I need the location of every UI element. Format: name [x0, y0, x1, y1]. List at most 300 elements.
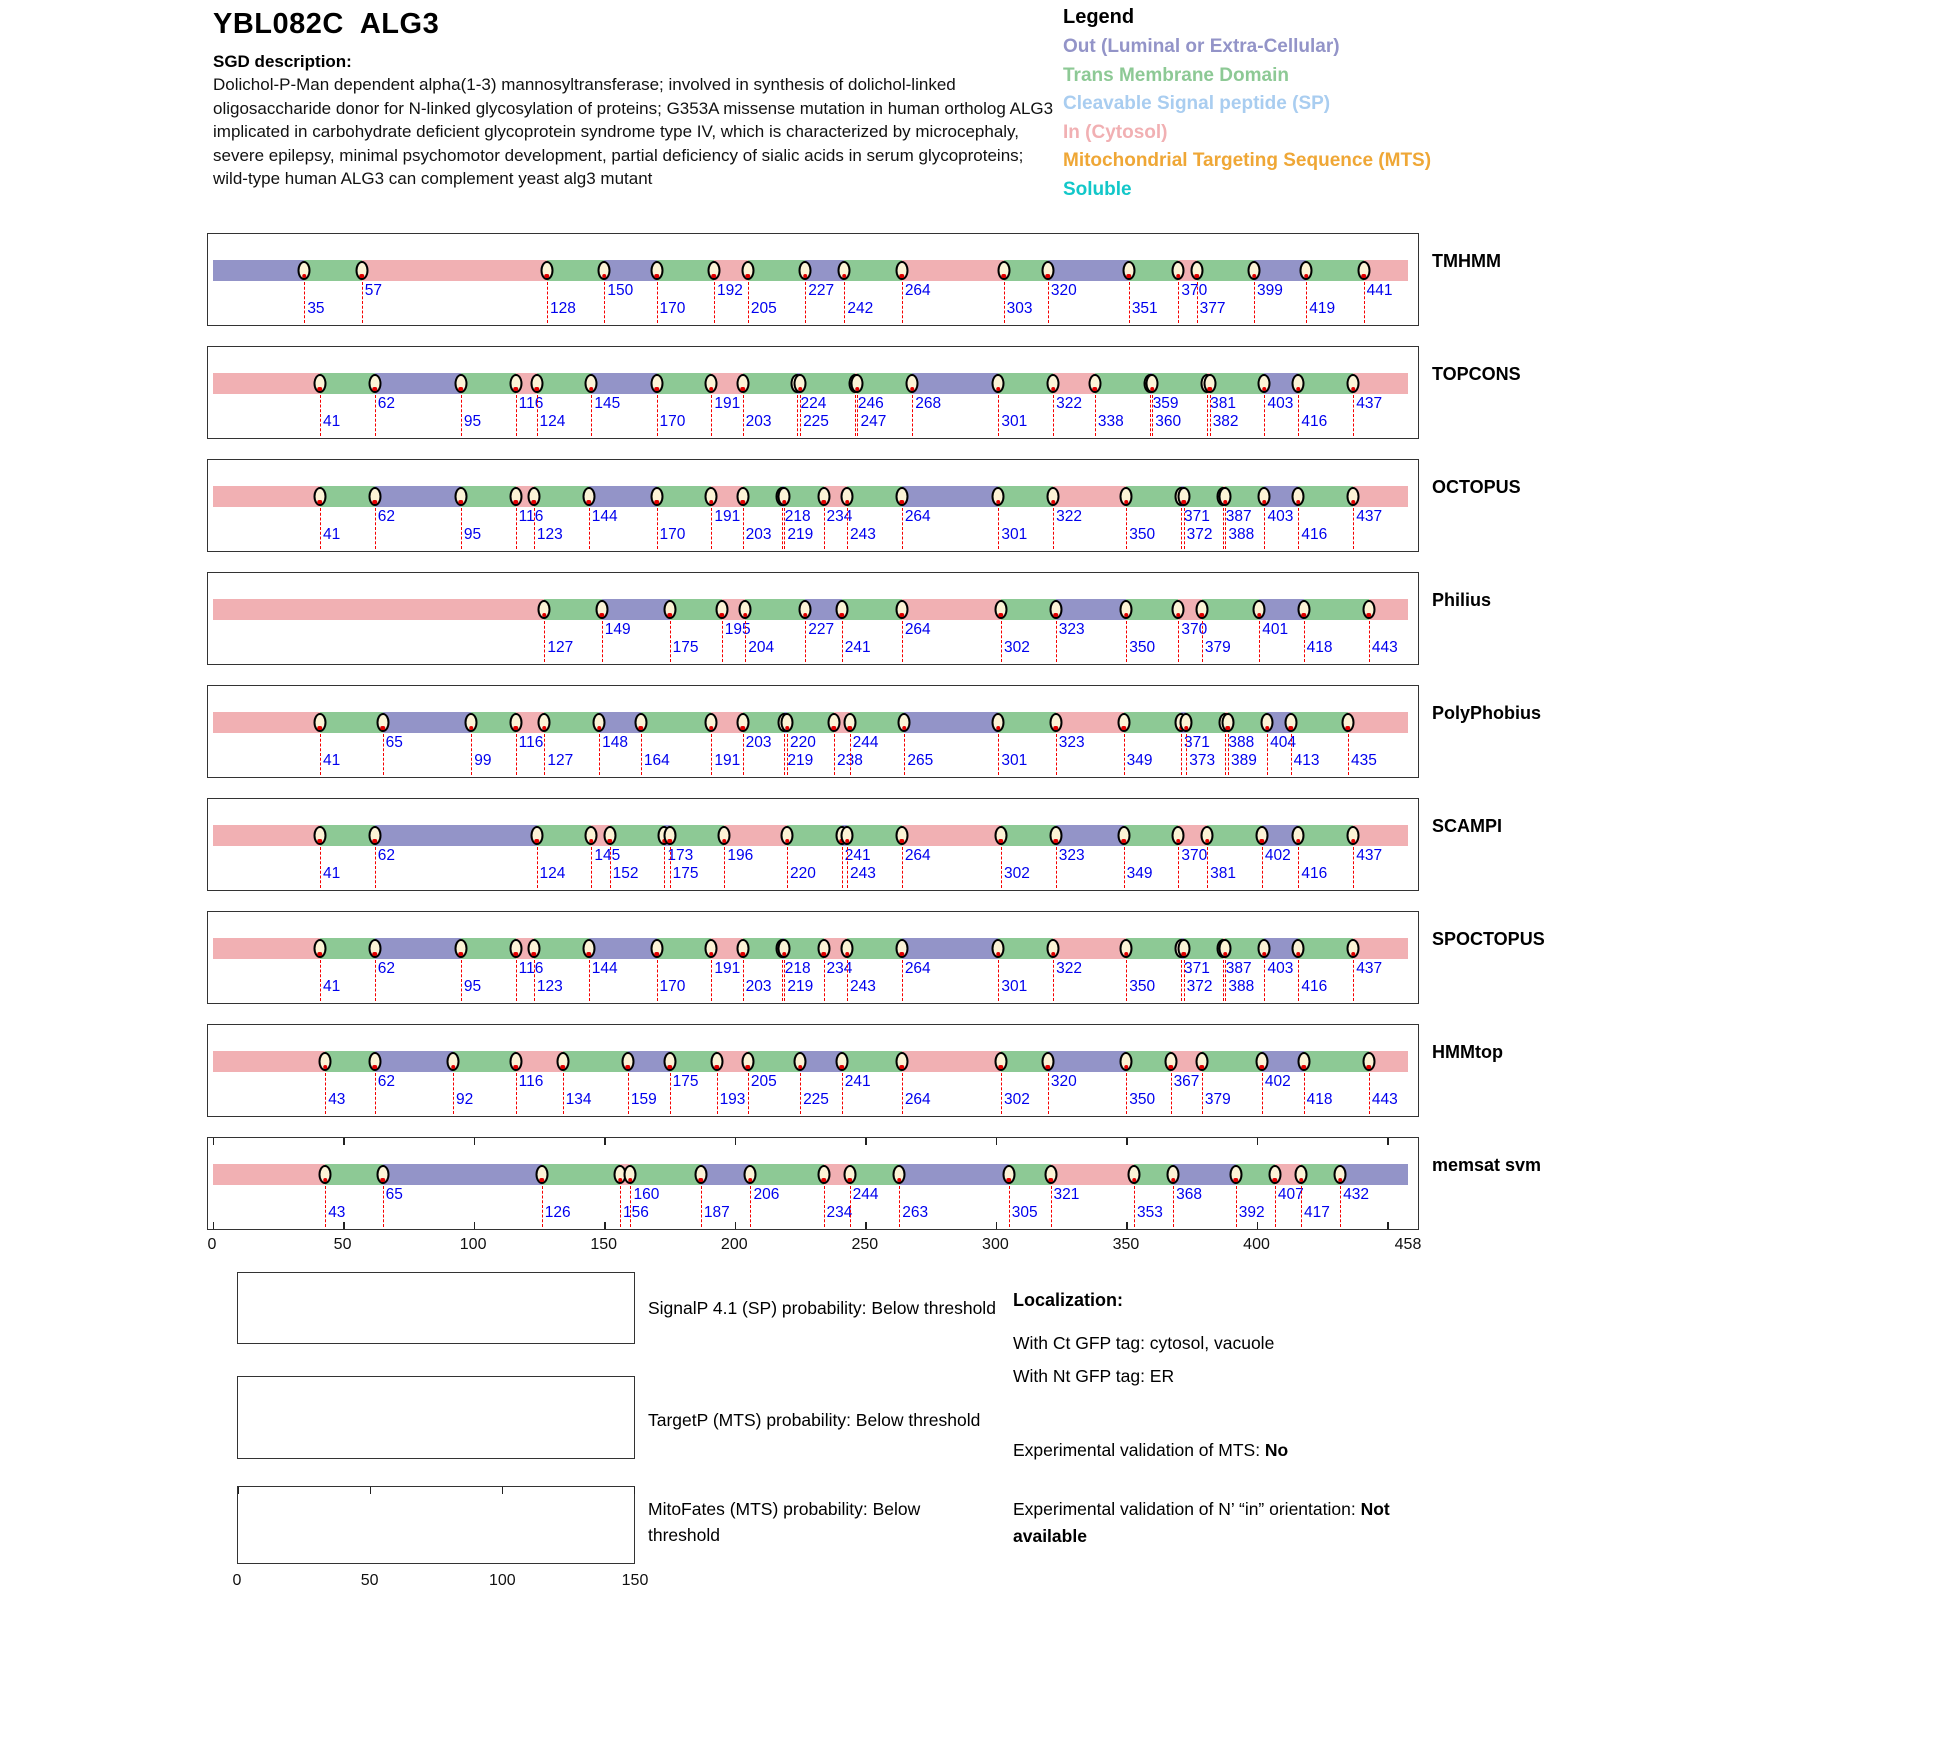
boundary-number: 156 — [623, 1204, 649, 1221]
boundary-marker-icon — [1292, 374, 1305, 393]
boundary-dash-line — [784, 734, 785, 775]
boundary-marker-icon — [634, 713, 647, 732]
region-in — [1348, 712, 1408, 733]
boundary-dash-line — [902, 960, 903, 1001]
track-plot-area — [213, 1138, 1408, 1229]
boundary-dash-line — [784, 508, 785, 549]
region-in — [902, 260, 1004, 281]
boundary-marker-icon — [582, 939, 595, 958]
region-tm — [1202, 1051, 1262, 1072]
region-tm — [1124, 825, 1179, 846]
boundary-dash-line — [899, 1186, 900, 1227]
track-box-spoctopus — [207, 911, 1419, 1004]
boundary-dash-line — [1178, 847, 1179, 888]
boundary-dash-line — [902, 508, 903, 549]
boundary-marker-icon — [454, 939, 467, 958]
region-in — [1056, 712, 1124, 733]
boundary-dash-line — [998, 395, 999, 436]
boundary-number: 443 — [1371, 639, 1398, 656]
boundary-number: 191 — [714, 960, 741, 977]
boundary-marker-icon — [582, 487, 595, 506]
track-name-polyphobius: PolyPhobius — [1432, 703, 1542, 723]
boundary-dash-line — [1369, 621, 1370, 662]
boundary-dash-line — [1134, 1186, 1135, 1227]
boundary-dash-line — [1223, 960, 1224, 1001]
region-in — [213, 712, 320, 733]
boundary-number: 399 — [1257, 282, 1283, 299]
boundary-number: 124 — [539, 413, 566, 430]
axis-tick-label: 400 — [1243, 1236, 1270, 1253]
boundary-marker-icon — [715, 600, 728, 619]
region-in — [1364, 260, 1408, 281]
boundary-number: 241 — [844, 1073, 871, 1090]
region-tm — [842, 599, 902, 620]
region-tm — [1298, 486, 1353, 507]
boundary-number: 350 — [1129, 1091, 1156, 1108]
boundary-number: 220 — [790, 865, 816, 882]
track-plot-area — [213, 460, 1408, 551]
boundary-marker-icon — [1195, 600, 1208, 619]
boundary-marker-icon — [298, 261, 311, 280]
region-in — [213, 938, 320, 959]
boundary-number: 123 — [536, 978, 563, 995]
boundary-marker-icon — [1120, 939, 1133, 958]
boundary-number: 225 — [803, 413, 829, 430]
region-tm — [998, 486, 1053, 507]
region-tm — [453, 1051, 516, 1072]
region-out — [383, 712, 472, 733]
boundary-marker-icon — [1362, 1052, 1375, 1071]
boundary-marker-icon — [595, 600, 608, 619]
boundary-dash-line — [1264, 960, 1265, 1001]
boundary-marker-icon — [509, 1052, 522, 1071]
boundary-marker-icon — [841, 939, 854, 958]
boundary-marker-icon — [992, 713, 1005, 732]
boundary-number: 418 — [1306, 639, 1333, 656]
boundary-number: 175 — [672, 1073, 699, 1090]
boundary-dash-line — [516, 395, 517, 436]
boundary-number: 175 — [672, 865, 699, 882]
boundary-dash-line — [998, 734, 999, 775]
boundary-number: 192 — [716, 282, 743, 299]
boundary-marker-icon — [736, 487, 749, 506]
region-tm — [748, 260, 805, 281]
boundary-marker-icon — [1041, 1052, 1054, 1071]
boundary-marker-icon — [1258, 939, 1271, 958]
boundary-marker-icon — [705, 939, 718, 958]
boundary-number: 379 — [1204, 1091, 1231, 1108]
boundary-marker-icon — [663, 826, 676, 845]
boundary-dash-line — [657, 282, 658, 323]
boundary-marker-icon — [1044, 1165, 1057, 1184]
boundary-number: 437 — [1356, 960, 1383, 977]
track-name-topcons: TOPCONS — [1432, 364, 1521, 384]
region-in — [902, 599, 1001, 620]
boundary-marker-icon — [585, 826, 598, 845]
boundary-dash-line — [516, 1073, 517, 1114]
boundary-dash-line — [784, 960, 785, 1001]
boundary-number: 416 — [1301, 413, 1328, 430]
boundary-marker-icon — [313, 939, 326, 958]
region-in — [1053, 486, 1126, 507]
boundary-marker-icon — [1049, 600, 1062, 619]
targetp-label: TargetP (MTS) probability: Below threshold — [648, 1410, 981, 1430]
boundary-marker-icon — [1177, 939, 1190, 958]
region-tm — [1291, 712, 1348, 733]
legend-item-cleavable: Cleavable Signal peptide (SP) — [1063, 93, 1331, 114]
boundary-number: 224 — [800, 395, 827, 412]
boundary-dash-line — [748, 1073, 749, 1114]
axis-tick — [604, 1138, 605, 1145]
n-in-orientation-value: Not available — [1013, 1499, 1390, 1546]
boundary-number: 370 — [1181, 282, 1208, 299]
boundary-number: 373 — [1189, 752, 1216, 769]
boundary-dash-line — [787, 734, 788, 775]
boundary-marker-icon — [841, 487, 854, 506]
region-tm — [657, 938, 712, 959]
region-tm — [857, 373, 912, 394]
boundary-dash-line — [1301, 1186, 1302, 1227]
boundary-dash-line — [1051, 1186, 1052, 1227]
region-tm — [630, 1164, 700, 1185]
boundary-number: 150 — [607, 282, 634, 299]
boundary-marker-icon — [736, 713, 749, 732]
boundary-marker-icon — [1164, 1052, 1177, 1071]
boundary-dash-line — [1126, 621, 1127, 662]
boundary-marker-icon — [454, 487, 467, 506]
boundary-dash-line — [602, 621, 603, 662]
track-name-scampi: SCAMPI — [1432, 816, 1503, 836]
boundary-marker-icon — [744, 1165, 757, 1184]
boundary-marker-icon — [736, 939, 749, 958]
legend-item-out: Out (Luminal or Extra-Cellular) — [1063, 36, 1340, 57]
boundary-marker-icon — [799, 600, 812, 619]
region-tm — [304, 260, 361, 281]
axis-tick-label: 100 — [459, 1236, 487, 1253]
boundary-dash-line — [743, 508, 744, 549]
region-tm — [998, 373, 1053, 394]
boundary-dash-line — [842, 621, 843, 662]
boundary-dash-line — [610, 847, 611, 888]
axis-tick-label: 150 — [590, 1236, 618, 1253]
region-tm — [748, 1051, 800, 1072]
region-tm — [847, 486, 902, 507]
boundary-number: 417 — [1304, 1204, 1330, 1221]
boundary-marker-icon — [1347, 374, 1360, 393]
boundary-number: 116 — [518, 508, 544, 525]
boundary-number: 263 — [902, 1204, 929, 1221]
boundary-marker-icon — [895, 826, 908, 845]
boundary-number: 370 — [1181, 621, 1208, 638]
boundary-number: 160 — [633, 1186, 660, 1203]
boundary-dash-line — [1264, 395, 1265, 436]
boundary-marker-icon — [817, 487, 830, 506]
boundary-dash-line — [714, 282, 715, 323]
boundary-dash-line — [1364, 282, 1365, 323]
boundary-marker-icon — [454, 374, 467, 393]
boundary-number: 128 — [549, 300, 576, 317]
axis-tick — [1387, 1138, 1388, 1145]
boundary-number: 57 — [364, 282, 382, 299]
boundary-dash-line — [320, 734, 321, 775]
boundary-marker-icon — [1049, 826, 1062, 845]
boundary-dash-line — [1126, 508, 1127, 549]
legend — [1063, 6, 1431, 204]
axis-tick — [1126, 1222, 1127, 1229]
boundary-marker-icon — [376, 1165, 389, 1184]
boundary-dash-line — [1298, 395, 1299, 436]
boundary-number: 62 — [377, 960, 396, 977]
boundary-number: 148 — [602, 734, 629, 751]
boundary-number: 206 — [753, 1186, 780, 1203]
boundary-number: 65 — [385, 1186, 403, 1203]
region-out — [602, 599, 670, 620]
boundary-dash-line — [1291, 734, 1292, 775]
boundary-number: 323 — [1058, 621, 1085, 638]
region-out — [589, 486, 657, 507]
axis-tick-label: 0 — [207, 1236, 217, 1253]
boundary-dash-line — [824, 960, 825, 1001]
boundary-dash-line — [743, 395, 744, 436]
boundary-number: 379 — [1204, 639, 1231, 656]
axis-tick — [213, 1222, 214, 1229]
boundary-marker-icon — [313, 374, 326, 393]
boundary-number: 322 — [1056, 395, 1083, 412]
boundary-marker-icon — [1357, 261, 1370, 280]
boundary-marker-icon — [1002, 1165, 1015, 1184]
boundary-dash-line — [1053, 960, 1054, 1001]
localization-ct-gfp: With Ct GFP tag: cytosol, vacuole — [1013, 1333, 1275, 1353]
boundary-dash-line — [1184, 508, 1185, 549]
boundary-dash-line — [320, 508, 321, 549]
boundary-dash-line — [1184, 960, 1185, 1001]
signalp-label: SignalP 4.1 (SP) probability: Below threshold — [648, 1298, 996, 1318]
axis-tick-label: 200 — [720, 1236, 748, 1253]
region-in — [902, 825, 1001, 846]
boundary-dash-line — [1207, 395, 1208, 436]
track-name-philius: Philius — [1432, 590, 1492, 610]
region-tm — [844, 260, 901, 281]
boundary-marker-icon — [621, 1052, 634, 1071]
region-in — [213, 486, 320, 507]
boundary-marker-icon — [1047, 487, 1060, 506]
boundary-number: 116 — [518, 960, 544, 977]
boundary-dash-line — [1178, 621, 1179, 662]
region-out — [904, 712, 998, 733]
boundary-dash-line — [383, 734, 384, 775]
region-tm — [657, 260, 714, 281]
boundary-marker-icon — [1292, 826, 1305, 845]
region-tm — [544, 599, 601, 620]
boundary-number: 338 — [1097, 413, 1124, 430]
boundary-dash-line — [1181, 508, 1182, 549]
boundary-marker-icon — [376, 713, 389, 732]
boundary-number: 268 — [915, 395, 942, 412]
boundary-dash-line — [1009, 1186, 1010, 1227]
boundary-number: 264 — [904, 1091, 931, 1108]
boundary-number: 205 — [750, 1073, 777, 1090]
boundary-marker-icon — [997, 261, 1010, 280]
boundary-number: 322 — [1056, 960, 1083, 977]
region-tm — [1202, 599, 1259, 620]
boundary-marker-icon — [992, 939, 1005, 958]
boundary-dash-line — [1353, 960, 1354, 1001]
boundary-marker-icon — [319, 1165, 332, 1184]
boundary-number: 173 — [667, 847, 694, 864]
boundary-marker-icon — [1122, 261, 1135, 280]
region-tm — [563, 1051, 628, 1072]
boundary-marker-icon — [527, 487, 540, 506]
axis-tick — [474, 1138, 475, 1145]
boundary-number: 350 — [1129, 639, 1156, 656]
boundary-marker-icon — [739, 600, 752, 619]
axis-tick-label: 0 — [232, 1572, 242, 1589]
boundary-number: 187 — [703, 1204, 730, 1221]
boundary-marker-icon — [624, 1165, 637, 1184]
boundary-dash-line — [641, 734, 642, 775]
boundary-dash-line — [534, 960, 535, 1001]
boundary-number: 234 — [826, 1204, 853, 1221]
boundary-dash-line — [1124, 847, 1125, 888]
boundary-marker-icon — [992, 374, 1005, 393]
boundary-dash-line — [824, 508, 825, 549]
region-tm — [1126, 938, 1181, 959]
boundary-dash-line — [1267, 734, 1268, 775]
boundary-marker-icon — [841, 826, 854, 845]
region-tm — [847, 825, 902, 846]
region-out — [375, 825, 537, 846]
boundary-dash-line — [902, 282, 903, 323]
axis-tick-label: 250 — [851, 1236, 879, 1253]
region-out — [1340, 1164, 1408, 1185]
boundary-number: 116 — [518, 734, 544, 751]
boundary-marker-icon — [1088, 374, 1101, 393]
boundary-marker-icon — [895, 939, 908, 958]
boundary-number: 195 — [724, 621, 751, 638]
boundary-dash-line — [847, 847, 848, 888]
topology-bar — [213, 373, 1408, 394]
boundary-dash-line — [471, 734, 472, 775]
boundary-marker-icon — [535, 1165, 548, 1184]
boundary-dash-line — [1053, 508, 1054, 549]
boundary-dash-line — [1056, 734, 1057, 775]
boundary-dash-line — [701, 1186, 702, 1227]
boundary-dash-line — [657, 395, 658, 436]
boundary-marker-icon — [1255, 826, 1268, 845]
boundary-number: 265 — [907, 752, 934, 769]
boundary-dash-line — [1001, 847, 1002, 888]
boundary-marker-icon — [368, 1052, 381, 1071]
boundary-dash-line — [1126, 960, 1127, 1001]
boundary-dash-line — [824, 1186, 825, 1227]
boundary-number: 437 — [1356, 508, 1383, 525]
boundary-number: 149 — [604, 621, 631, 638]
boundary-number: 244 — [852, 1186, 879, 1203]
boundary-dash-line — [1173, 1186, 1174, 1227]
boundary-dash-line — [855, 395, 856, 436]
boundary-number: 170 — [659, 526, 686, 543]
mitofates-label: MitoFates (MTS) probability: Below threshold — [648, 1499, 921, 1545]
boundary-number: 159 — [630, 1091, 657, 1108]
region-tm — [1298, 825, 1353, 846]
region-tm — [670, 825, 725, 846]
boundary-number: 323 — [1058, 847, 1085, 864]
region-tm — [461, 938, 516, 959]
boundary-number: 320 — [1050, 1073, 1077, 1090]
region-out — [1056, 599, 1126, 620]
track-name-hmmtop: HMMtop — [1432, 1042, 1503, 1062]
track-name-spoctopus: SPOCTOPUS — [1432, 929, 1545, 949]
boundary-number: 443 — [1371, 1091, 1398, 1108]
boundary-dash-line — [857, 395, 858, 436]
boundary-marker-icon — [718, 826, 731, 845]
boundary-dash-line — [1210, 395, 1211, 436]
track-box-octopus — [207, 459, 1419, 552]
boundary-marker-icon — [1258, 374, 1271, 393]
axis-tick — [735, 1222, 736, 1229]
boundary-number: 204 — [748, 639, 775, 656]
boundary-number: 219 — [787, 526, 814, 543]
boundary-marker-icon — [851, 374, 864, 393]
boundary-number: 350 — [1129, 978, 1156, 995]
boundary-dash-line — [1186, 734, 1187, 775]
boundary-number: 416 — [1301, 978, 1328, 995]
mts-validation-value: No — [1264, 1440, 1289, 1460]
boundary-dash-line — [1202, 1073, 1203, 1114]
region-out — [375, 938, 461, 959]
boundary-dash-line — [1150, 395, 1151, 436]
boundary-dash-line — [842, 847, 843, 888]
boundary-marker-icon — [741, 261, 754, 280]
boundary-number: 175 — [672, 639, 699, 656]
region-tm — [461, 373, 516, 394]
boundary-dash-line — [1262, 847, 1263, 888]
boundary-marker-icon — [1167, 1165, 1180, 1184]
boundary-dash-line — [304, 282, 305, 323]
boundary-marker-icon — [994, 1052, 1007, 1071]
region-in — [213, 1164, 325, 1185]
boundary-number: 441 — [1366, 282, 1393, 299]
boundary-marker-icon — [1268, 1165, 1281, 1184]
boundary-number: 170 — [659, 300, 686, 317]
boundary-marker-icon — [585, 374, 598, 393]
boundary-number: 264 — [904, 960, 931, 977]
boundary-dash-line — [1095, 395, 1096, 436]
boundary-marker-icon — [741, 1052, 754, 1071]
boundary-dash-line — [782, 960, 783, 1001]
boundary-number: 402 — [1264, 1073, 1291, 1090]
boundary-number: 41 — [322, 978, 341, 995]
boundary-number: 372 — [1186, 526, 1213, 543]
boundary-marker-icon — [1297, 1052, 1310, 1071]
region-in — [1053, 938, 1126, 959]
boundary-dash-line — [1298, 508, 1299, 549]
boundary-dash-line — [743, 734, 744, 775]
axis-tick-label: 300 — [982, 1236, 1009, 1253]
boundary-number: 95 — [463, 413, 482, 430]
boundary-number: 144 — [591, 960, 618, 977]
boundary-number: 353 — [1137, 1204, 1163, 1221]
boundary-number: 320 — [1050, 282, 1077, 299]
boundary-number: 302 — [1003, 865, 1030, 882]
boundary-dash-line — [516, 734, 517, 775]
boundary-marker-icon — [778, 487, 791, 506]
boundary-marker-icon — [1128, 1165, 1141, 1184]
region-tm — [1095, 373, 1150, 394]
boundary-number: 170 — [659, 978, 686, 995]
boundary-dash-line — [453, 1073, 454, 1114]
boundary-dash-line — [589, 960, 590, 1001]
